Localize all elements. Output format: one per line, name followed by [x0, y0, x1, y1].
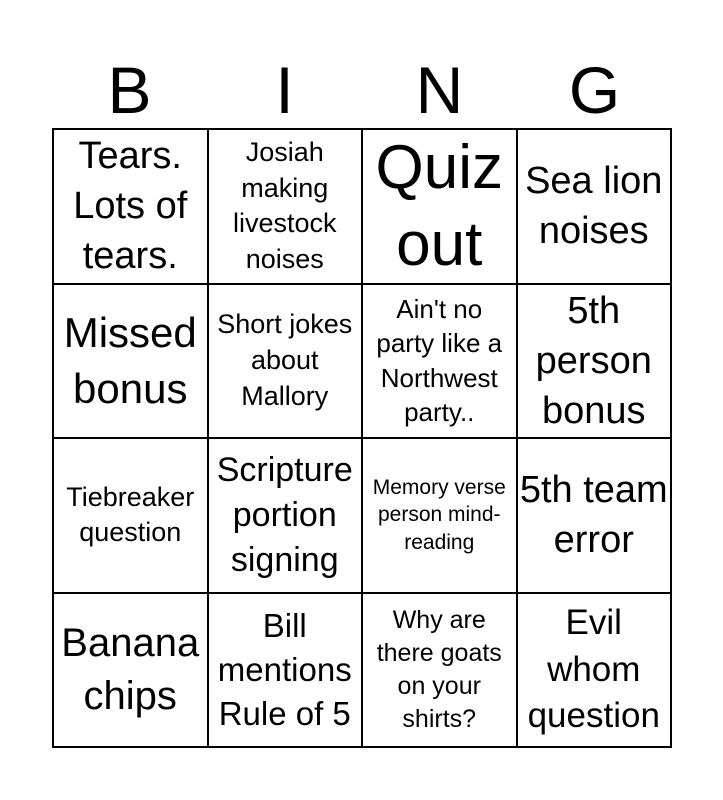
bingo-cell[interactable] [208, 438, 363, 593]
header-letter-b: B [107, 53, 152, 127]
bingo-card-grid [52, 128, 672, 748]
bingo-cell[interactable] [208, 593, 363, 748]
bingo-cell[interactable] [517, 438, 672, 593]
bingo-cell[interactable] [517, 284, 672, 439]
header-letter-i: I [275, 53, 294, 127]
bingo-cell-text: 5th team error [519, 469, 668, 562]
bingo-cell[interactable] [53, 284, 208, 439]
bingo-cell-text: 5th person bonus [535, 289, 652, 432]
bingo-cell-text: Quiz out [375, 132, 503, 280]
bingo-header [52, 52, 672, 128]
bingo-cell[interactable] [517, 129, 672, 284]
header-letter-g: G [568, 53, 621, 127]
bingo-cell[interactable] [362, 129, 517, 284]
bingo-cell[interactable] [517, 593, 672, 748]
header-letter-n: N [415, 53, 464, 127]
bingo-cell[interactable] [208, 284, 363, 439]
bingo-cell[interactable] [208, 129, 363, 284]
bingo-cell-text: Evil whom question [527, 603, 660, 735]
bingo-cell-text: Josiah making livestock noises [232, 137, 337, 274]
bingo-cell[interactable] [362, 593, 517, 748]
bingo-cell-text: Memory verse person mind-reading [372, 475, 506, 555]
bingo-cell-text: Ain't no party like a Northwest party.. [376, 294, 503, 428]
bingo-cell-text: Scripture portion signing [216, 450, 353, 579]
bingo-cell[interactable] [53, 593, 208, 748]
bingo-cell[interactable] [53, 438, 208, 593]
bingo-cell-text: Missed bonus [63, 309, 197, 412]
bingo-cell-text: Sea lion noises [525, 160, 663, 253]
bingo-cell-text: Banana chips [61, 620, 200, 718]
bingo-cell[interactable] [362, 438, 517, 593]
bingo-cell[interactable] [362, 284, 517, 439]
bingo-cell-text: Bill mentions Rule of 5 [217, 607, 352, 732]
bingo-cell-text: Tiebreaker question [66, 481, 195, 548]
bingo-cell-text: Short jokes about Mallory [217, 309, 353, 411]
bingo-cell-text: Why are there goats on your shirts? [376, 605, 502, 733]
bingo-cell-text: Tears. Lots of tears. [73, 135, 188, 278]
bingo-cell[interactable] [53, 129, 208, 284]
